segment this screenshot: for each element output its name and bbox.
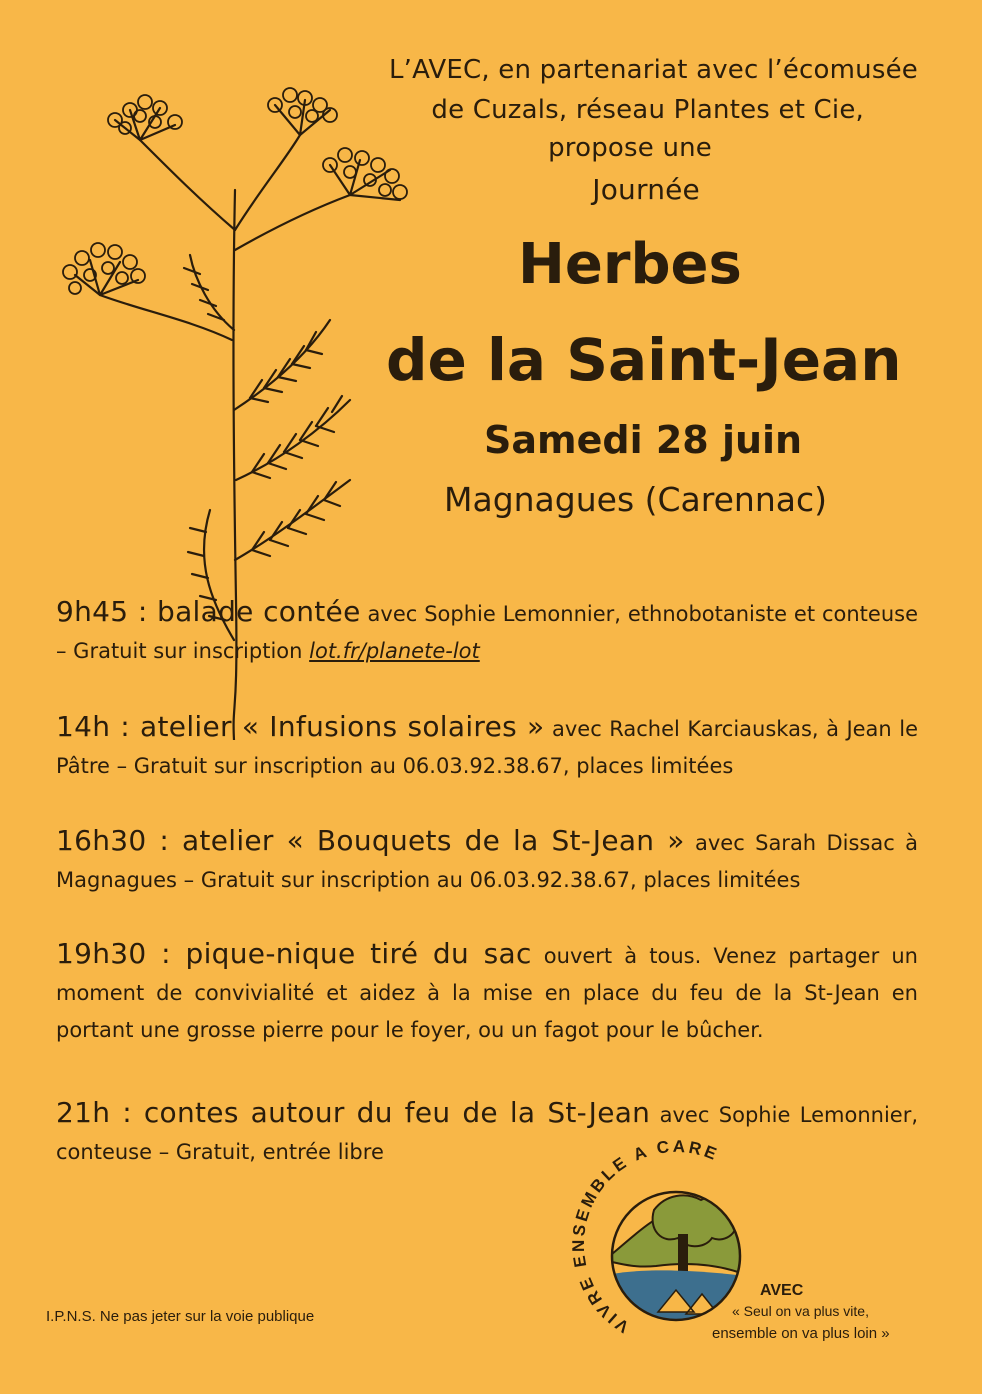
avec-logo — [566, 1134, 786, 1354]
program-item — [56, 822, 918, 899]
program-item — [56, 708, 918, 785]
program-item-text: avec Sophie Lemonnier, ethnobotaniste et conteuse – Gratuit sur inscription — [56, 602, 918, 663]
event-date: Samedi 28 juin — [484, 418, 803, 462]
motto-line-2: ensemble on va plus loin » — [712, 1325, 890, 1342]
intro-line-1: L’AVEC, en partenariat avec l’écomusée — [388, 55, 918, 85]
registration-link[interactable]: lot.fr/planete-lot — [309, 639, 480, 663]
program-item — [56, 1094, 918, 1171]
avec-label: AVEC — [760, 1282, 804, 1299]
intro-line-4: Journée — [592, 173, 700, 206]
program-item — [56, 935, 918, 1049]
intro-line-3: propose une — [548, 133, 712, 163]
intro-line-2: de Cuzals, réseau Plantes et Cie, — [431, 95, 864, 125]
event-place: Magnagues (Carennac) — [444, 480, 827, 519]
program-item — [56, 593, 918, 670]
program-item-title: 21h : contes autour du feu de la St-Jean — [56, 1096, 651, 1129]
program-item-text: ouvert à tous. Venez partager un moment de convivialité et aidez à la mise en place du feu de la St-Jean en portant une grosse pierre pour le foyer, ou un fagot pour le bûcher. — [56, 944, 918, 1042]
program-item-title: 14h : atelier « Infusions solaires » — [56, 710, 545, 743]
event-title-line-1: Herbes — [518, 232, 742, 297]
motto-line-1: « Seul on va plus vite, — [732, 1303, 869, 1319]
program-item-title: 9h45 : balade contée — [56, 595, 361, 628]
event-title-line-2: de la Saint-Jean — [386, 326, 902, 394]
program-item-text: avec Sarah Dissac à Magnagues – Gratuit sur inscription au 06.03.92.38.67, places limitées — [56, 831, 918, 892]
logo-ring-text: VIVRE ENSEMBLE A CARENNAC — [568, 1136, 722, 1337]
program-item-title: 16h30 : atelier « Bouquets de la St-Jean » — [56, 824, 685, 857]
ipns-notice: I.P.N.S. Ne pas jeter sur la voie publique — [46, 1308, 315, 1325]
program-item-text: avec Sophie Lemonnier, conteuse – Gratuit, entrée libre — [56, 1103, 919, 1164]
program-item-text: avec Rachel Karciauskas, à Jean le Pâtre – Gratuit sur inscription au 06.03.92.38.67, places limitées — [56, 717, 918, 778]
program-item-title: 19h30 : pique-nique tiré du sac — [56, 937, 532, 970]
